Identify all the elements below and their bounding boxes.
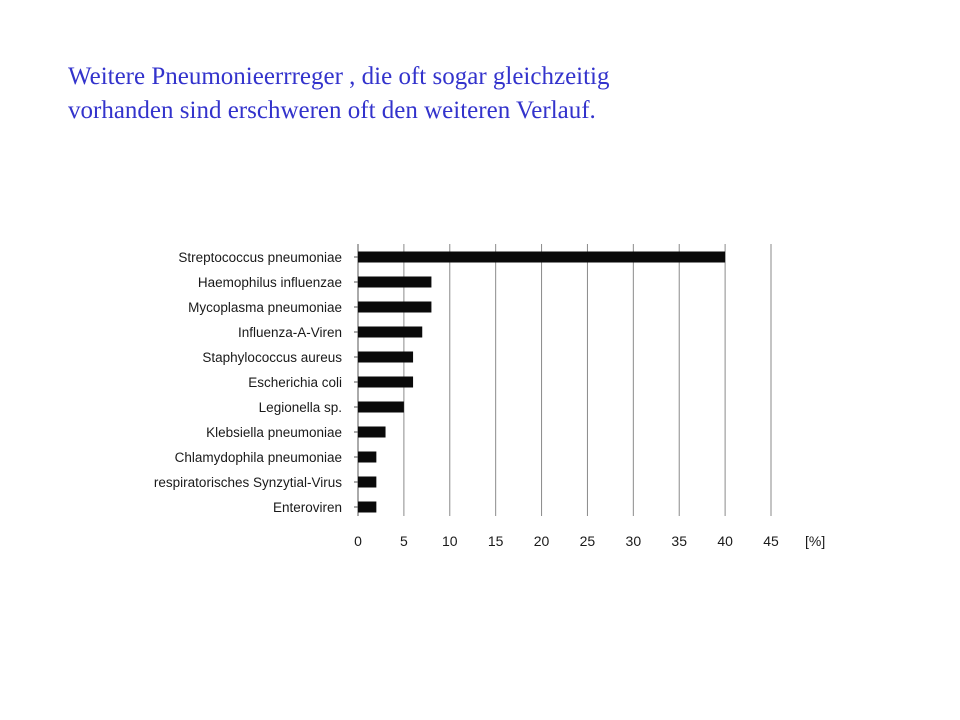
category-label-respiratorisches-synzytial-virus: respiratorisches Synzytial-Virus xyxy=(153,475,342,490)
bar-influenza-a-viren xyxy=(358,327,422,338)
bar-klebsiella-pneumoniae xyxy=(358,427,386,438)
category-label-influenza-a-viren: Influenza-A-Viren xyxy=(237,325,342,340)
x-tick-label-20: 20 xyxy=(533,533,550,549)
category-label-streptococcus-pneumoniae: Streptococcus pneumoniae xyxy=(178,250,342,265)
bar-streptococcus-pneumoniae xyxy=(358,252,725,263)
bar-respiratorisches-synzytial-virus xyxy=(358,477,376,488)
category-label-escherichia-coli: Escherichia coli xyxy=(248,375,342,390)
slide-text-line-1: Weitere Pneumonieerrreger , die oft sogar gleichzeitig xyxy=(68,63,610,90)
x-tick-label-0: 0 xyxy=(354,533,362,549)
tick-label-layer xyxy=(354,533,779,549)
x-tick-label-15: 15 xyxy=(487,533,504,549)
bar-legionella-sp- xyxy=(358,402,404,413)
x-tick-label-35: 35 xyxy=(671,533,688,549)
x-tick-label-5: 5 xyxy=(399,533,408,549)
bar-escherichia-coli xyxy=(358,377,413,388)
category-label-mycoplasma-pneumoniae: Mycoplasma pneumoniae xyxy=(188,300,342,315)
bar-staphylococcus-aureus xyxy=(358,352,413,363)
x-tick-label-30: 30 xyxy=(625,533,642,549)
bar-mycoplasma-pneumoniae xyxy=(358,302,431,313)
category-label-chlamydophila-pneumoniae: Chlamydophila pneumoniae xyxy=(174,450,342,465)
category-label-layer xyxy=(154,250,342,515)
x-tick-label-10: 10 xyxy=(441,533,458,549)
category-label-enteroviren: Enteroviren xyxy=(272,500,342,515)
x-tick-label-40: 40 xyxy=(717,533,733,549)
x-tick-label-25: 25 xyxy=(579,533,596,549)
x-tick-label-45: 45 xyxy=(763,533,779,549)
bar-enteroviren xyxy=(358,502,376,513)
bar-chlamydophila-pneumoniae xyxy=(358,452,376,463)
category-label-klebsiella-pneumoniae: Klebsiella pneumoniae xyxy=(206,425,342,440)
category-label-haemophilus-influenzae: Haemophilus influenzae xyxy=(197,275,342,290)
slide-text-line-2: vorhanden sind erschweren oft den weiteren Verlauf. xyxy=(68,97,596,124)
category-label-legionella-sp-: Legionella sp. xyxy=(258,400,342,415)
x-axis-unit-label: [%] xyxy=(805,533,826,549)
category-label-staphylococcus-aureus: Staphylococcus aureus xyxy=(202,350,342,365)
bar-haemophilus-influenzae xyxy=(358,277,431,288)
